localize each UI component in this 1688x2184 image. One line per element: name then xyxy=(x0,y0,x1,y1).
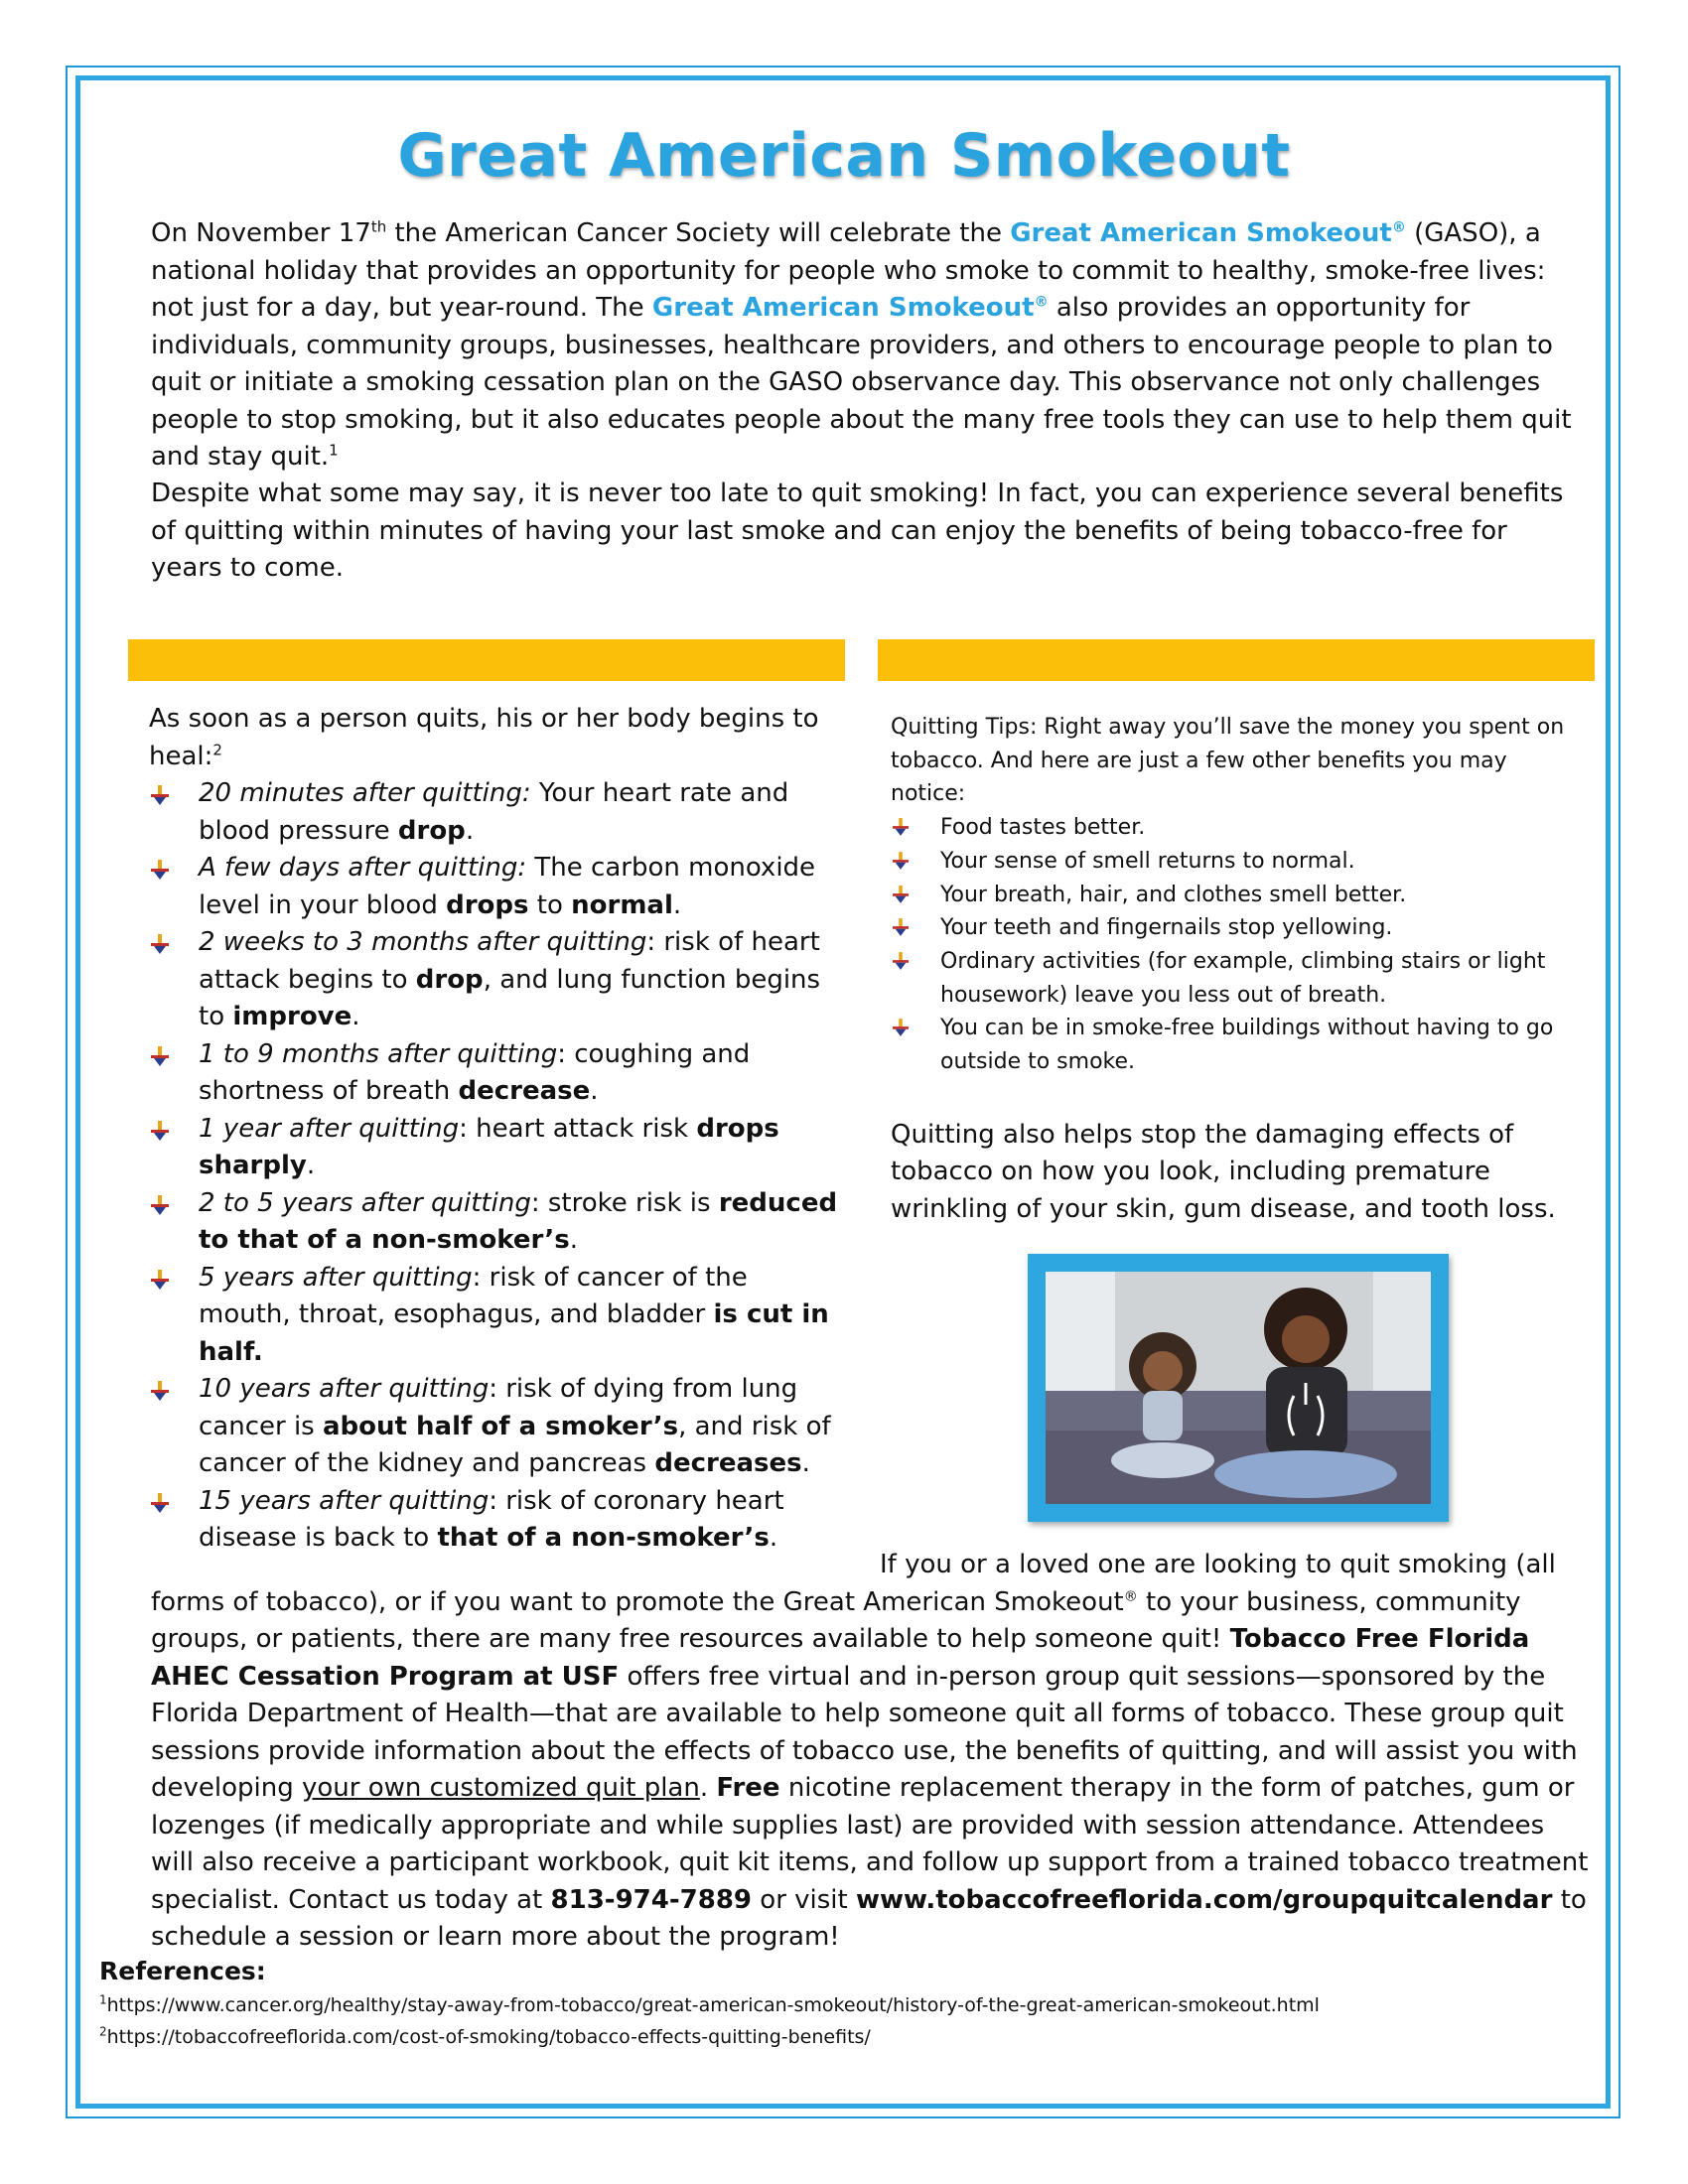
free-label: Free xyxy=(716,1773,780,1803)
timeline-text: : risk of coronary heart disease is back to xyxy=(199,1485,784,1553)
timeline-item xyxy=(149,1371,844,1483)
down-arrow-bullet-icon xyxy=(893,952,909,970)
down-arrow-bullet-icon xyxy=(893,886,909,903)
timeline-item xyxy=(149,1111,844,1185)
healing-timeline xyxy=(149,701,844,1558)
photo-frame xyxy=(1028,1254,1449,1522)
reference-number: 2 xyxy=(99,2024,107,2039)
timeline-emphasis: drop xyxy=(415,964,484,995)
resources-text: to schedule a session or learn more about the program! xyxy=(151,1884,1587,1952)
timeline-emphasis: normal xyxy=(571,889,673,920)
reference-item xyxy=(99,1989,1589,2021)
timeline-text: : risk of dying from lung cancer is xyxy=(199,1374,798,1441)
tip-item xyxy=(891,911,1576,945)
reference-marker: 2 xyxy=(212,740,222,758)
timeline-period: 5 years after quitting xyxy=(199,1262,473,1293)
resources-text: . xyxy=(699,1773,717,1803)
timeline-period: 20 minutes after quitting: xyxy=(199,778,531,808)
down-arrow-bullet-icon xyxy=(893,1019,909,1036)
timeline-text: : risk of heart attack begins to xyxy=(199,927,820,995)
timeline-text: Your heart rate and blood pressure xyxy=(199,778,789,846)
references-title: References: xyxy=(99,1957,266,1985)
timeline-text: . xyxy=(352,1002,360,1031)
right-header-bar xyxy=(878,639,1595,681)
down-arrow-bullet-icon xyxy=(151,934,169,954)
tip-text: You can be in smoke-free buildings without having to go outside to smoke. xyxy=(940,1016,1554,1075)
timeline-text: : risk of cancer of the mouth, throat, esophagus, and bladder xyxy=(199,1262,748,1329)
timeline-emphasis: about half of a smoker’s xyxy=(323,1411,679,1441)
tip-item xyxy=(891,845,1576,879)
timeline-emphasis: decrease xyxy=(458,1076,591,1106)
tip-item xyxy=(891,811,1576,845)
gaso-highlight: Great American Smokeout xyxy=(651,293,1035,323)
timeline-item xyxy=(149,850,844,924)
tips-lead: Quitting Tips: Right away you’ll save the money you spent on tobacco. And here are just a few other benefits you may notice: xyxy=(891,715,1565,807)
registered-mark: ® xyxy=(1123,1587,1138,1604)
registered-mark: ® xyxy=(1034,294,1049,311)
timeline-emphasis: decreases xyxy=(654,1448,802,1478)
down-arrow-bullet-icon xyxy=(151,1121,169,1141)
timeline-emphasis: drops sharply xyxy=(199,1113,779,1180)
page-title: Great American Smokeout xyxy=(397,121,1291,191)
resources-text: to your business, community groups, or patients, there are many free resources available to help someone quit! xyxy=(151,1586,1521,1654)
timeline-emphasis: reduced to that of a non-smoker’s xyxy=(199,1187,838,1255)
timeline-emphasis: drop xyxy=(397,815,466,846)
reference-url: https://www.cancer.org/healthy/stay-away-from-tobacco/great-american-smokeout/history-of-the-great-american-smokeout.html xyxy=(106,1994,1320,2016)
reference-marker: 1 xyxy=(329,441,339,460)
timeline-text: . xyxy=(465,815,475,846)
timeline-text: . xyxy=(801,1448,810,1478)
healing-lead-text: As soon as a person quits, his or her body begins to heal: xyxy=(149,704,819,771)
intro-text: (GASO), a national holiday that provides an opportunity for people who smoke to commit to healthy, smoke-free lives: not just for a day, but year-round. The xyxy=(151,218,1546,323)
timeline-list xyxy=(149,775,844,1558)
tip-text: Food tastes better. xyxy=(940,815,1146,841)
timeline-text: : coughing and shortness of breath xyxy=(199,1038,751,1106)
quitting-tips xyxy=(891,711,1576,1079)
appearance-effects-paragraph: Quitting also helps stop the damaging effects of tobacco on how you look, including premature wrinkling of your skin, gum disease, and tooth loss. xyxy=(891,1119,1556,1224)
healing-lead xyxy=(149,701,844,775)
resources-text: nicotine replacement therapy in the form of patches, gum or lozenges (if medically appropriate and while supplies last) are provided with session attendance. Attendees will also receive a participant workbook, quit kit items, and follow up support from a trained tobacco treatment specialist. Contact us today at xyxy=(151,1773,1589,1915)
timeline-period: 2 weeks to 3 months after quitting xyxy=(199,927,647,957)
timeline-period: A few days after quitting: xyxy=(199,853,527,883)
timeline-text: The carbon monoxide level in your blood xyxy=(199,853,816,920)
resources-text: offers free virtual and in-person group quit sessions—sponsored by the Florida Department of Health—that are available to help someone quit all forms of tobacco. These group quit sessions provide information about the effects of tobacco use, the benefits of quitting, and will assist you with developing xyxy=(151,1661,1578,1803)
mother-daughter-meditation-photo xyxy=(1046,1272,1431,1504)
tip-item xyxy=(891,1012,1576,1078)
down-arrow-bullet-icon xyxy=(151,1381,169,1401)
reference-number: 1 xyxy=(99,1992,107,2007)
references-section xyxy=(99,1954,1589,2053)
left-header-bar xyxy=(128,639,845,681)
tip-item xyxy=(891,945,1576,1012)
registered-mark: ® xyxy=(1391,219,1406,236)
intro-text: On November 17 xyxy=(151,218,371,248)
timeline-item xyxy=(149,924,844,1036)
program-url: www.tobaccofreeflorida.com/groupquitcalendar xyxy=(855,1884,1553,1915)
tip-text: Your sense of smell returns to normal. xyxy=(940,848,1355,874)
timeline-period: 1 year after quitting xyxy=(199,1113,460,1144)
down-arrow-bullet-icon xyxy=(893,918,909,936)
timeline-text: , and risk of cancer of the kidney and pancreas xyxy=(199,1411,831,1478)
gaso-highlight: Great American Smokeout xyxy=(1010,218,1392,248)
down-arrow-bullet-icon xyxy=(151,860,169,880)
timeline-text: . xyxy=(569,1225,578,1255)
down-arrow-bullet-icon xyxy=(151,785,169,805)
tip-text: Ordinary activities (for example, climbing stairs or light housework) leave you less out of breath. xyxy=(940,948,1546,1008)
resources-paragraph xyxy=(151,1547,1591,1957)
intro-text: also provides an opportunity for individuals, community groups, businesses, healthcare providers, and others to encourage people to plan to quit or initiate a smoking cessation plan on the GASO observance day. This observance not only challenges people to stop smoking, but it also educates people about the many free tools they can use to help them quit and stay quit. xyxy=(151,293,1572,472)
reference-item xyxy=(99,2021,1589,2053)
tip-item xyxy=(891,879,1576,912)
timeline-period: 10 years after quitting xyxy=(199,1374,490,1404)
quit-plan-text: your own customized quit plan xyxy=(302,1773,700,1803)
timeline-period: 2 to 5 years after quitting xyxy=(199,1187,531,1218)
resources-text: If you or a loved one are looking to quit smoking (all forms of tobacco), or if you want to promote the Great American Smokeout xyxy=(151,1550,1556,1617)
down-arrow-bullet-icon xyxy=(151,1270,169,1290)
down-arrow-bullet-icon xyxy=(893,818,909,836)
date-suffix: th xyxy=(370,217,387,236)
timeline-item xyxy=(149,1260,844,1372)
timeline-text: to xyxy=(528,889,572,920)
down-arrow-bullet-icon xyxy=(151,1493,169,1513)
tips-list xyxy=(891,811,1576,1079)
timeline-item xyxy=(149,1036,844,1111)
resources-text: or visit xyxy=(752,1884,856,1915)
reference-url: https://tobaccofreeflorida.com/cost-of-smoking/tobacco-effects-quitting-benefits/ xyxy=(106,2026,871,2048)
timeline-text: . xyxy=(672,889,682,920)
timeline-period: 1 to 9 months after quitting xyxy=(199,1038,558,1069)
program-name: Tobacco Free Florida AHEC Cessation Program at USF xyxy=(151,1624,1530,1692)
quitting-tips-column xyxy=(891,711,1576,1228)
timeline-text: : heart attack risk xyxy=(459,1113,697,1144)
timeline-item xyxy=(149,775,844,850)
intro-paragraph xyxy=(151,215,1581,477)
timeline-text: , and lung function begins to xyxy=(199,964,821,1031)
timeline-text: . xyxy=(306,1151,316,1180)
timeline-emphasis: drops xyxy=(446,889,529,920)
timeline-text: . xyxy=(590,1076,599,1106)
intro-text: the American Cancer Society will celebrate the xyxy=(386,218,1011,248)
timeline-text: . xyxy=(769,1523,778,1553)
timeline-period: 15 years after quitting xyxy=(199,1485,490,1516)
timeline-emphasis: that of a non-smoker’s xyxy=(437,1523,770,1553)
timeline-emphasis: improve xyxy=(232,1002,352,1031)
phone-number: 813-974-7889 xyxy=(550,1884,753,1915)
timeline-item xyxy=(149,1185,844,1260)
tip-text: Your teeth and fingernails stop yellowing. xyxy=(940,915,1393,941)
down-arrow-bullet-icon xyxy=(893,852,909,870)
tip-text: Your breath, hair, and clothes smell better. xyxy=(940,882,1407,907)
down-arrow-bullet-icon xyxy=(151,1195,169,1215)
timeline-text: : stroke risk is xyxy=(530,1187,719,1218)
timeline-emphasis: is cut in half. xyxy=(199,1299,829,1367)
down-arrow-bullet-icon xyxy=(151,1046,169,1066)
never-too-late-paragraph: Despite what some may say, it is never too late to quit smoking! In fact, you can experience several benefits of quitting within minutes of having your last smoke and can enjoy the benefits of being tobacco-free for years to come. xyxy=(151,478,1564,583)
